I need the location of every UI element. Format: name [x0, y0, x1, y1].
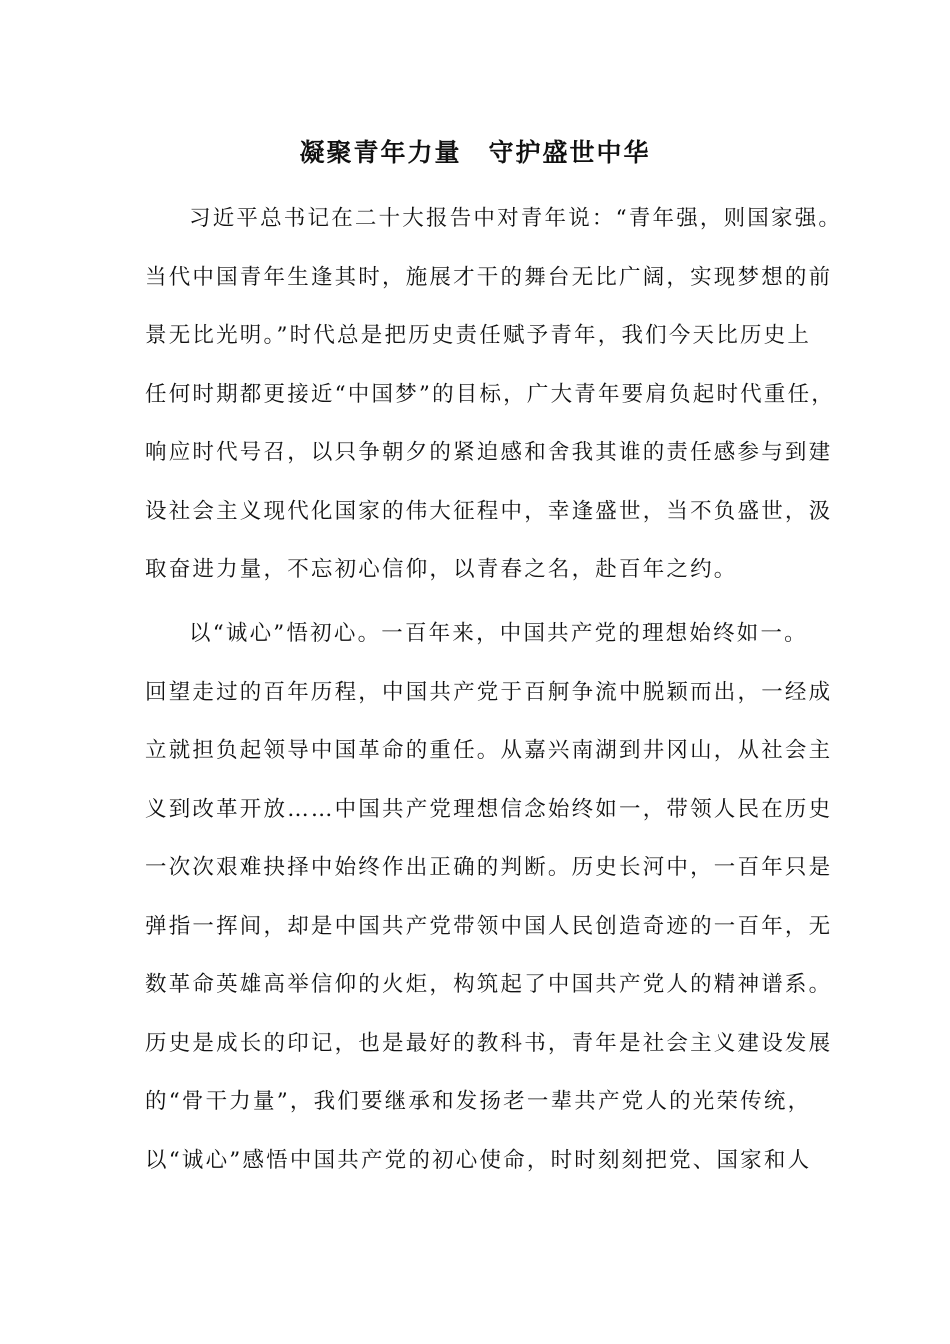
paragraph-line: 任何时期都更接近“中国梦”的目标，广大青年要肩负起时代重任， [145, 381, 835, 407]
paragraph-line: 以“诚心”悟初心。一百年来，中国共产党的理想始终如一。 [189, 621, 808, 646]
paragraph-line: 的“骨干力量”，我们要继承和发扬老一辈共产党人的光荣传统， [145, 1089, 812, 1114]
paragraph-line: 当代中国青年生逢其时，施展才干的舞台无比广阔，实现梦想的前 [145, 264, 833, 290]
paragraph-line: 回望走过的百年历程，中国共产党于百舸争流中脱颖而出，一经成 [145, 679, 833, 705]
paragraph-2 [145, 605, 833, 1190]
document-title: 凝聚青年力量 守护盛世中华 [299, 138, 651, 167]
paragraph-line: 取奋进力量，不忘初心信仰，以青春之名，赴百年之约。 [145, 557, 738, 582]
paragraph-line: 设社会主义现代化国家的伟大征程中，幸逢盛世，当不负盛世，汲 [145, 498, 833, 524]
paragraph-line: 数革命英雄高举信仰的火炬，构筑起了中国共产党人的精神谱系。 [145, 972, 833, 997]
paragraph-line: 习近平总书记在二十大报告中对青年说：“青年强，则国家强。 [189, 206, 843, 231]
paragraph-line: 弹指一挥间，却是中国共产党带领中国人民创造奇迹的一百年，无 [145, 913, 833, 939]
paragraph-1 [145, 190, 843, 600]
paragraph-line: 义到改革开放……中国共产党理想信念始终如一，带领人民在历史 [145, 796, 833, 822]
paragraph-line: 一次次艰难抉择中始终作出正确的判断。历史长河中，一百年只是 [145, 855, 833, 880]
paragraph-line: 响应时代号召，以只争朝夕的紧迫感和舍我其谁的责任感参与到建 [145, 440, 833, 465]
paragraph-line: 以“诚心”感悟中国共产党的初心使命，时时刻刻把党、国家和人 [145, 1147, 812, 1173]
paragraph-line: 立就担负起领导中国革命的重任。从嘉兴南湖到井冈山，从社会主 [145, 738, 833, 763]
paragraph-line: 景无比光明。”时代总是把历史责任赋予青年，我们今天比历史上 [145, 323, 812, 348]
paragraph-line: 历史是成长的印记，也是最好的教科书，青年是社会主义建设发展 [145, 1030, 833, 1056]
